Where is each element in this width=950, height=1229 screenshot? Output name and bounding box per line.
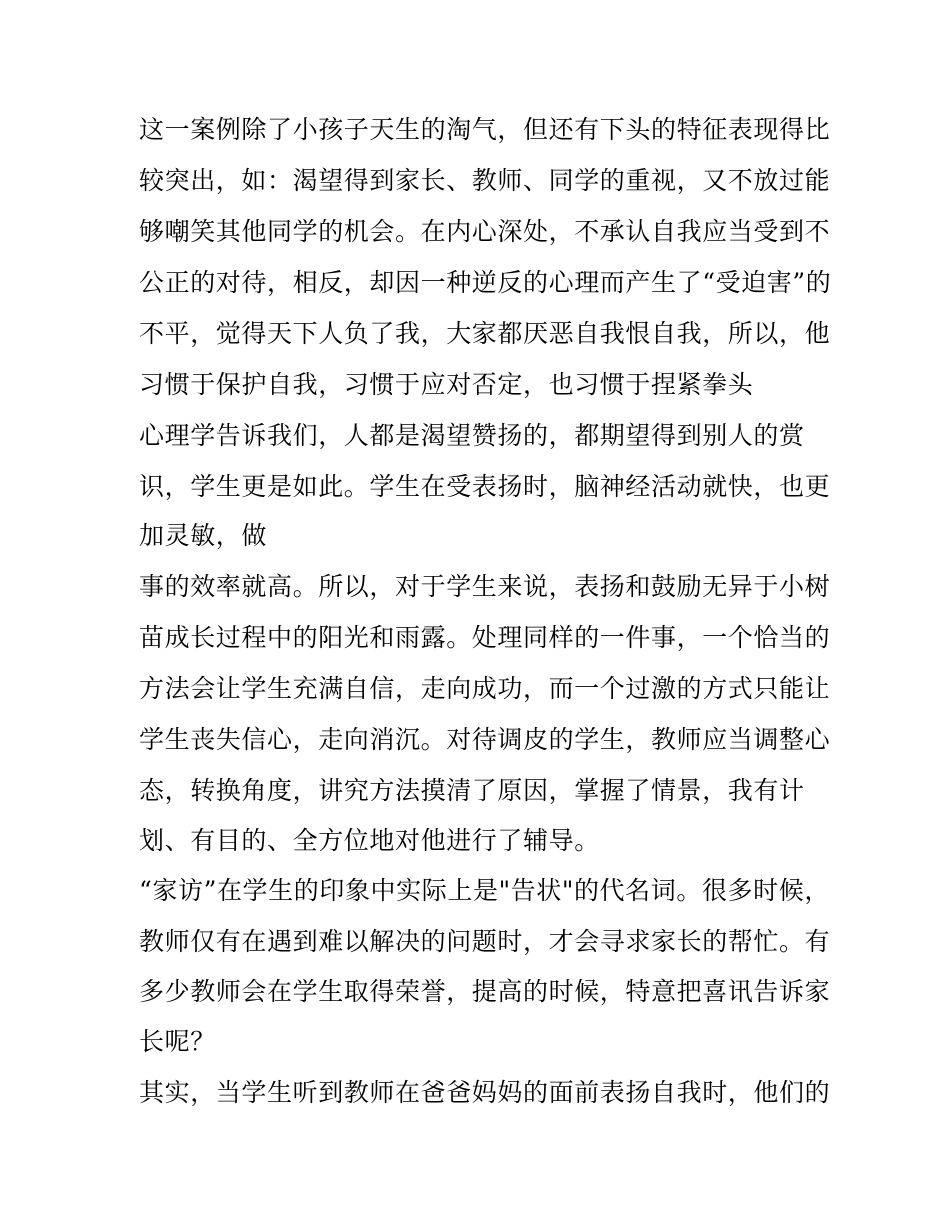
text-line: 较突出，如：渴望得到家长、教师、同学的重视，又不放过能 bbox=[139, 166, 831, 195]
text-line: 其实，当学生听到教师在爸爸妈妈的面前表扬自我时，他们的 bbox=[139, 1078, 831, 1107]
text-line: 学生丧失信心，走向消沉。对待调皮的学生，教师应当调整心 bbox=[139, 725, 831, 754]
text-line: 这一案例除了小孩子天生的淘气，但还有下头的特征表现得比 bbox=[139, 115, 831, 144]
text-line: 心理学告诉我们，人都是渴望赞扬的，都期望得到别人的赏 bbox=[139, 421, 805, 450]
text-line: 苗成长过程中的阳光和雨露。处理同样的一件事，一个恰当的 bbox=[139, 623, 831, 652]
text-line: 方法会让学生充满自信，走向成功，而一个过激的方式只能让 bbox=[139, 674, 831, 703]
text-line: 习惯于保护自我，习惯于应对否定，也习惯于捏紧拳头 bbox=[139, 370, 754, 399]
text-line: “家访”在学生的印象中实际上是"告状"的代名词。很多时候， bbox=[139, 876, 830, 905]
text-line: 多少教师会在学生取得荣誉，提高的时候，特意把喜讯告诉家 bbox=[139, 977, 831, 1006]
text-line: 不平，觉得天下人负了我，大家都厌恶自我恨自我，所以，他 bbox=[139, 319, 831, 348]
text-line: 加灵敏，做 bbox=[139, 521, 268, 550]
text-line: 态，转换角度，讲究方法摸清了原因，掌握了情景，我有计 bbox=[139, 776, 805, 805]
text-line: 长呢？ bbox=[139, 1027, 216, 1056]
text-line: 公正的对待，相反，却因一种逆反的心理而产生了“受迫害”的 bbox=[139, 268, 832, 297]
text-line: 识，学生更是如此。学生在受表扬时，脑神经活动就快，也更 bbox=[139, 472, 831, 501]
text-line: 划、有目的、全方位地对他进行了辅导。 bbox=[139, 826, 600, 855]
text-line: 够嘲笑其他同学的机会。在内心深处，不承认自我应当受到不 bbox=[139, 217, 831, 246]
text-line: 教师仅有在遇到难以解决的问题时，才会寻求家长的帮忙。有 bbox=[139, 927, 831, 956]
text-line: 事的效率就高。所以，对于学生来说，表扬和鼓励无异于小树 bbox=[139, 572, 831, 601]
